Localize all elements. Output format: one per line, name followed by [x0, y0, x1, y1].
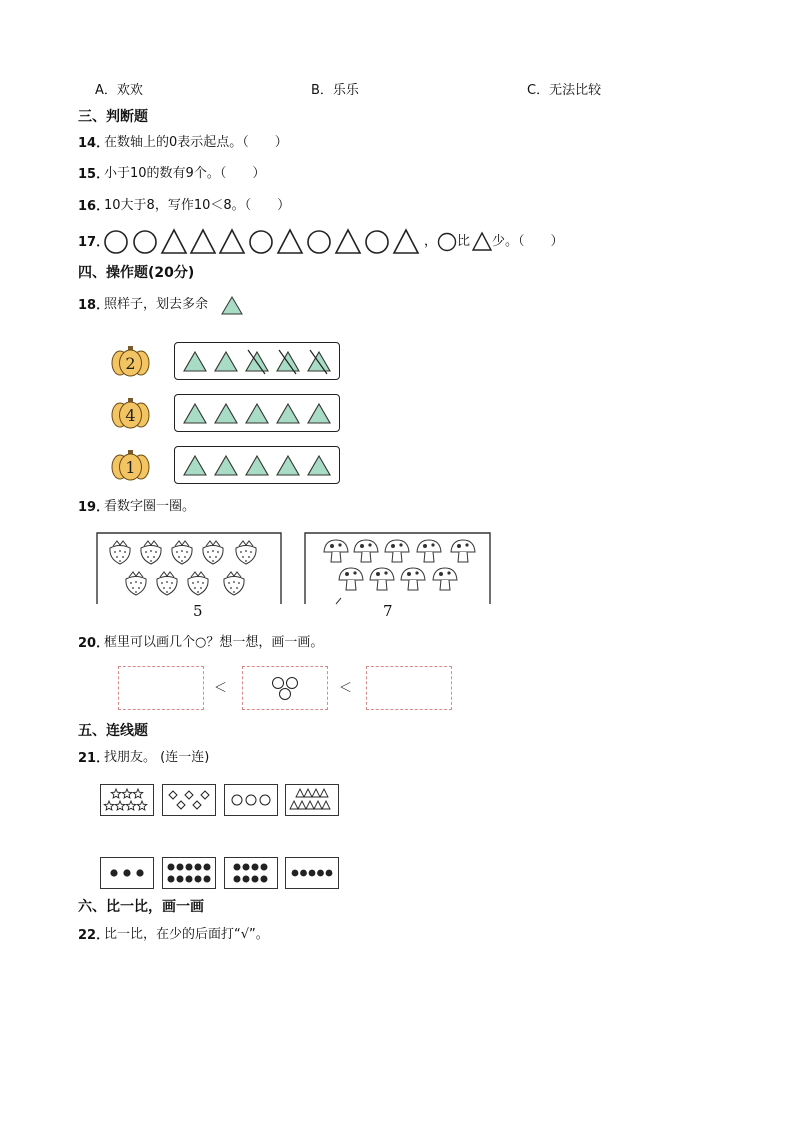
mushroom-icon	[370, 568, 394, 590]
small-triangle-shape	[314, 801, 322, 809]
section-title-operation: 四、操作题(20分)	[78, 265, 195, 281]
pumpkin-icon	[111, 397, 151, 431]
q15-number: 15．	[78, 167, 110, 182]
star-shape	[115, 801, 125, 810]
q17-number: 17．	[78, 235, 110, 250]
circle-shape	[366, 231, 388, 253]
green-triangle[interactable]	[277, 456, 299, 475]
strawberry-icon	[141, 541, 161, 564]
q22-number: 22．	[78, 928, 110, 943]
card-dots-8[interactable]	[224, 857, 278, 889]
mushroom-icon	[385, 540, 409, 562]
stars-group	[101, 785, 153, 815]
mushroom-count-label: 7	[383, 602, 393, 620]
green-triangle[interactable]	[277, 352, 299, 371]
green-triangle[interactable]	[308, 456, 330, 475]
card-circles[interactable]	[224, 784, 278, 816]
pumpkin-number: 4	[125, 406, 136, 425]
option-c: C．无法比较	[527, 83, 602, 98]
q20-text: 框里可以画几个○？想一想，画一画。	[104, 635, 324, 650]
triangle-row	[176, 448, 340, 484]
card-diamonds[interactable]	[162, 784, 216, 816]
pumpkin-icon	[111, 449, 151, 483]
q15-text: 小于10的数有9个。（ ）	[104, 166, 266, 181]
circles-group	[225, 785, 277, 815]
q16-number: 16．	[78, 199, 110, 214]
mushroom-icon	[401, 568, 425, 590]
green-triangle[interactable]	[308, 404, 330, 423]
small-triangle-shape	[298, 801, 306, 809]
card-dots-3[interactable]	[100, 857, 154, 889]
small-triangle-shape	[296, 789, 304, 797]
mushroom-box	[304, 532, 491, 604]
green-triangle[interactable]	[215, 404, 237, 423]
triangle-row	[176, 396, 340, 432]
triangles-group	[286, 785, 338, 815]
small-triangle-shape	[320, 789, 328, 797]
triangle-shape	[336, 230, 360, 253]
triangle-row	[176, 344, 340, 380]
green-triangle[interactable]	[308, 352, 330, 371]
triangle-shape	[162, 230, 186, 253]
q20-number: 20．	[78, 636, 110, 651]
triangle-shape	[191, 230, 215, 253]
less-than-1: ＜	[214, 681, 228, 696]
mushroom-icon	[417, 540, 441, 562]
mushroom-icon	[433, 568, 457, 590]
small-triangle-shape	[304, 789, 312, 797]
q16-text: 10大于8，写作10＜8。（ ）	[104, 198, 291, 213]
green-triangle[interactable]	[184, 352, 206, 371]
q22-text: 比一比，在少的后面打“√”。	[104, 927, 269, 942]
triangle-icon	[472, 232, 492, 252]
less-than-2: ＜	[339, 681, 353, 696]
q17-shao: 少。（ ）	[492, 234, 564, 249]
star-shape	[126, 801, 136, 810]
answer-box-left[interactable]	[118, 666, 204, 710]
triangle-shape	[278, 230, 302, 253]
small-triangle-shape	[312, 789, 320, 797]
circle-icon	[438, 232, 458, 252]
q21-text: 找朋友。 (连一连)	[104, 750, 210, 765]
card-dots-5[interactable]	[285, 857, 339, 889]
dots-5	[286, 858, 338, 888]
green-triangle[interactable]	[184, 404, 206, 423]
strawberry-icon	[110, 541, 130, 564]
pumpkin-icon	[111, 345, 151, 379]
strawberry-icon	[236, 541, 256, 564]
strawberry-icon	[203, 541, 223, 564]
card-stars[interactable]	[100, 784, 154, 816]
option-a: A．欢欢	[95, 83, 143, 98]
example-box-middle	[242, 666, 328, 710]
q17-comma: ，	[424, 234, 438, 249]
star-shape	[111, 789, 121, 798]
small-triangle-shape	[306, 801, 314, 809]
star-shape	[104, 801, 114, 810]
strawberry-icon	[224, 572, 244, 595]
mushroom-icon	[451, 540, 475, 562]
green-triangle[interactable]	[277, 404, 299, 423]
triangle-shape	[394, 230, 418, 253]
dots-3	[101, 858, 153, 888]
circle-shape	[134, 231, 156, 253]
section-title-judgement: 三、判断题	[78, 109, 148, 125]
green-triangle[interactable]	[246, 404, 268, 423]
q14-text: 在数轴上的0表示起点。（ ）	[104, 135, 288, 150]
section-title-compare: 六、比一比，画一画	[78, 899, 204, 915]
option-b: B．乐乐	[311, 83, 359, 98]
small-triangle-shape	[290, 801, 298, 809]
section-title-matching: 五、连线题	[78, 723, 148, 739]
small-triangle-shape	[322, 801, 330, 809]
circle-shape	[308, 231, 330, 253]
q19-text: 看数字圈一圈。	[104, 499, 196, 514]
mushroom-icon	[339, 568, 363, 590]
dots-8	[225, 858, 277, 888]
strawberry-count-label: 5	[193, 602, 203, 620]
q21-number: 21．	[78, 751, 110, 766]
pumpkin-number: 1	[125, 458, 136, 477]
diamonds-group	[163, 785, 215, 815]
three-circles	[268, 675, 304, 703]
q17-shape-row	[104, 229, 434, 255]
card-dots-10[interactable]	[162, 857, 216, 889]
circle-shape	[105, 231, 127, 253]
q14-number: 14．	[78, 136, 110, 151]
mushroom-icon	[354, 540, 378, 562]
strawberry-icon	[157, 572, 177, 595]
strawberry-icon	[172, 541, 192, 564]
q19-number: 19．	[78, 500, 110, 515]
card-triangles[interactable]	[285, 784, 339, 816]
star-shape	[122, 789, 132, 798]
pumpkin-number: 2	[125, 354, 136, 373]
dots-10	[163, 858, 215, 888]
green-triangle[interactable]	[246, 456, 268, 475]
q17-bi: 比	[457, 234, 471, 249]
triangle-shape	[220, 230, 244, 253]
answer-box-right[interactable]	[366, 666, 452, 710]
strawberry-box	[96, 532, 282, 604]
star-shape	[137, 801, 147, 810]
green-triangle[interactable]	[184, 456, 206, 475]
circle-shape	[250, 231, 272, 253]
green-triangle[interactable]	[215, 456, 237, 475]
mushroom-icon	[324, 540, 348, 562]
green-triangle[interactable]	[246, 352, 268, 371]
strawberry-icon	[126, 572, 146, 595]
q18-text: 照样子，划去多余	[104, 297, 209, 312]
strawberry-icon	[188, 572, 208, 595]
green-triangle-icon	[221, 296, 243, 316]
star-shape	[133, 789, 143, 798]
q18-number: 18．	[78, 298, 110, 313]
green-triangle[interactable]	[215, 352, 237, 371]
